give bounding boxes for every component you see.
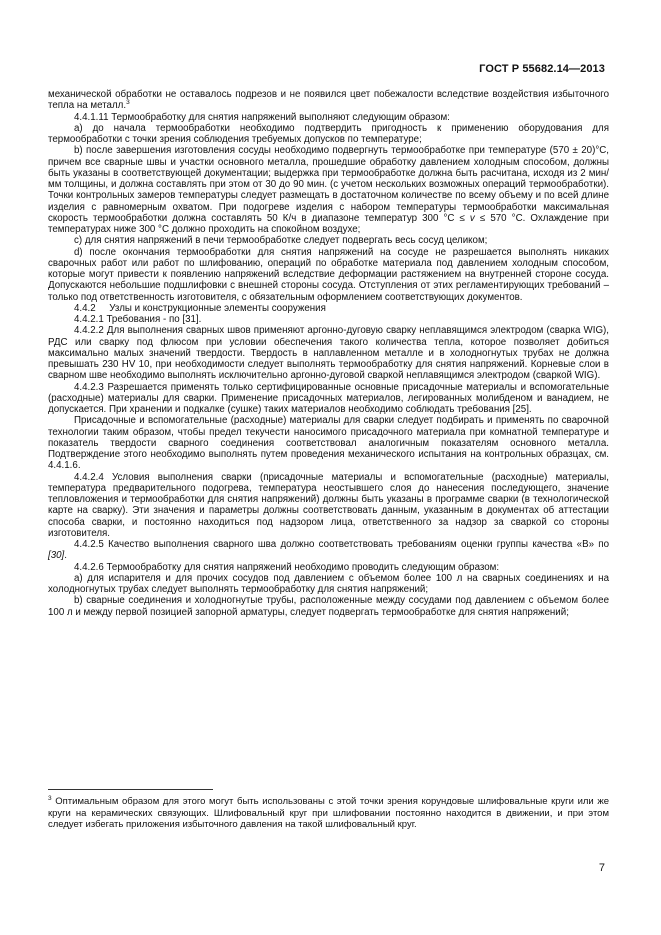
paragraph-5: d) после окончания термообработки для снятия напряжений на сосуде не разрешается выполнять никаких сварочных работ или работ по шлифованию, операций по обработке материала под давлением холодным способом, которые могут привести к появлению напряжений вследствие деформации растяжением на внутренней стороне сосуда. Допускаются небольшие подшлифовки с внешней стороны сосуда. Отступления от этих регламентирующих требований – только под ответственность изготовителя, с обязательным оформлением соответствующих документов. — [48, 246, 609, 303]
page-number: 7 — [598, 862, 605, 874]
paragraph-8: 4.4.2.2 Для выполнения сварных швов применяют аргонно-дуговую сварку неплавящимся электродом (сварка WIG), РДС или сварку под флюсом при условии обеспечения такого количества тепла, которое позволяет добиться максимально малых значений твердости. Твердость в наплавленном металле и в холодногнутых трубах не должна превышать 230 HV 10, при необходимости следует выполнять термообработку для снятия напряжений. Корневые слои в сварном шве необходимо выполнять исключительно аргонно-дуговой сваркой неплавящимся электродом (сваркой WIG). — [48, 325, 609, 382]
paragraph-4: c) для снятия напряжений в печи термообработке следует подвергать весь сосуд целиком; — [74, 235, 488, 247]
paragraph-11: 4.4.2.4 Условия выполнения сварки (присадочные материалы и вспомогательные (расходные) материалы, температура предварительного подогрева, температура неостывшего слоя до нанесения последующего, значение тепловложения и термообработки для снятия напряжений) должны быть указаны в программе сварки (в технологической карте на сварку). Эти значения и параметры должны соответствовать данным, указанным в документах об аттестации способа сварки, и постоянно находиться под надзором лица, ответственного за надзор за сваркой со стороны изготовителя. — [48, 471, 609, 539]
footnote-marker: 3 — [48, 794, 52, 802]
paragraph-0: механической обработки не оставалось подрезов и не появился цвет побежалости вследствие воздействия избыточного тепла на металл.$^3$ — [48, 89, 609, 112]
paragraph-13: 4.4.2.6 Термообработку для снятия напряжений необходимо проводить следующим образом: — [74, 561, 500, 573]
paragraph-9: 4.4.2.3 Разрешается применять только сертифицированные основные присадочные материалы и вспомогательные (расходные) материалы для сварки. Применение присадочных материалов, легированных молибденом и ванадием, не допускается. При хранении и подкалке (сушке) таких материалов необходимо соблюдать требования [25]. — [48, 381, 609, 415]
paragraph-12: 4.4.2.5 Качество выполнения сварного шва должно соответствовать требованиям оценки группы качества «B» по [30]. — [48, 539, 609, 562]
paragraph-14: a) для испарителя и для прочих сосудов под давлением с объемом более 100 л на сварных соединениях и на холодногнутых трубах следует выполнять термообработку для снятия напряжений; — [48, 572, 609, 595]
paragraph-7: 4.4.2.1 Требования - по [31]. — [74, 314, 202, 325]
paragraph-15: b) сварные соединения и холодногнутые трубы, расположенные между сосудами под давлением с объемом более 100 л и между первой позицией запорной арматуры, следует подвергать термообработке для снятия напряжений; — [48, 595, 609, 618]
footnote-ref: 3 — [126, 99, 130, 106]
document-header: ГОСТ Р 55682.14—2013 — [479, 63, 605, 75]
paragraph-3: b) после завершения изготовления сосуды необходимо подвергнуть термообработке при температуре (570 ± 20)°С, причем все сварные швы и участки основного металла, прошедшие обработку давлением холодным способом, должны быть указаны в соответствующей документации; выдержка при термообработке должна быть расчитана, исходя из 2 мин/мм толщины, и должна составлять при этом от 30 до 90 мин. (с учетом нескольких возможных операций термообработки). Точки контрольных замеров температуры следует размещать в достаточном количестве по всему объему и по всей длине изделия с равномерным охватом. При подогреве изделия с набором температуры термообработки максимальная скорость термообработки должна составлять 50 К/ч в диапазоне температур 300 °С ≤ v ≤ 570 °С. Охлаждение при температурах ниже 300 °С должно проходить на спокойном воздухе; — [48, 145, 609, 235]
footnote-text: Оптимальным образом для этого могут быть использованы с этой точки зрения корундовые шлифовальные круги или же круги на керамических связующих. Шлифовальный круг при шлифовании постоянно находится в движении, и при этом следует избегать приложения избыточного давления на такой шлифовальный круг. — [48, 796, 609, 831]
footnote — [48, 796, 609, 831]
section-heading: 4.4.2 Узлы и конструкционные элементы сооружения — [74, 302, 326, 314]
paragraph-1: 4.4.1.11 Термообработку для снятия напряжений выполняют следующим образом: — [74, 111, 450, 123]
paragraph-10: Присадочные и вспомогательные (расходные) материалы для сварки следует подбирать и применять по сварочной технологии таким образом, чтобы предел текучести наносимого присадочного материала при комнатной температуре и показатель твердости сварного соединения соответствовал аналогичным показателям основного металла. Подтверждение этого необходимо выполнять путем проведения механического испытания на контрольных образцах, см. 4.4.1.6. — [48, 415, 609, 472]
body-text — [48, 89, 609, 618]
footnote-divider — [48, 789, 213, 790]
paragraph-2: a) до начала термообработки необходимо подтвердить пригодность к применению оборудования для термообработки с точки зрения соблюдения требуемых допусков по температуре; — [48, 122, 609, 145]
